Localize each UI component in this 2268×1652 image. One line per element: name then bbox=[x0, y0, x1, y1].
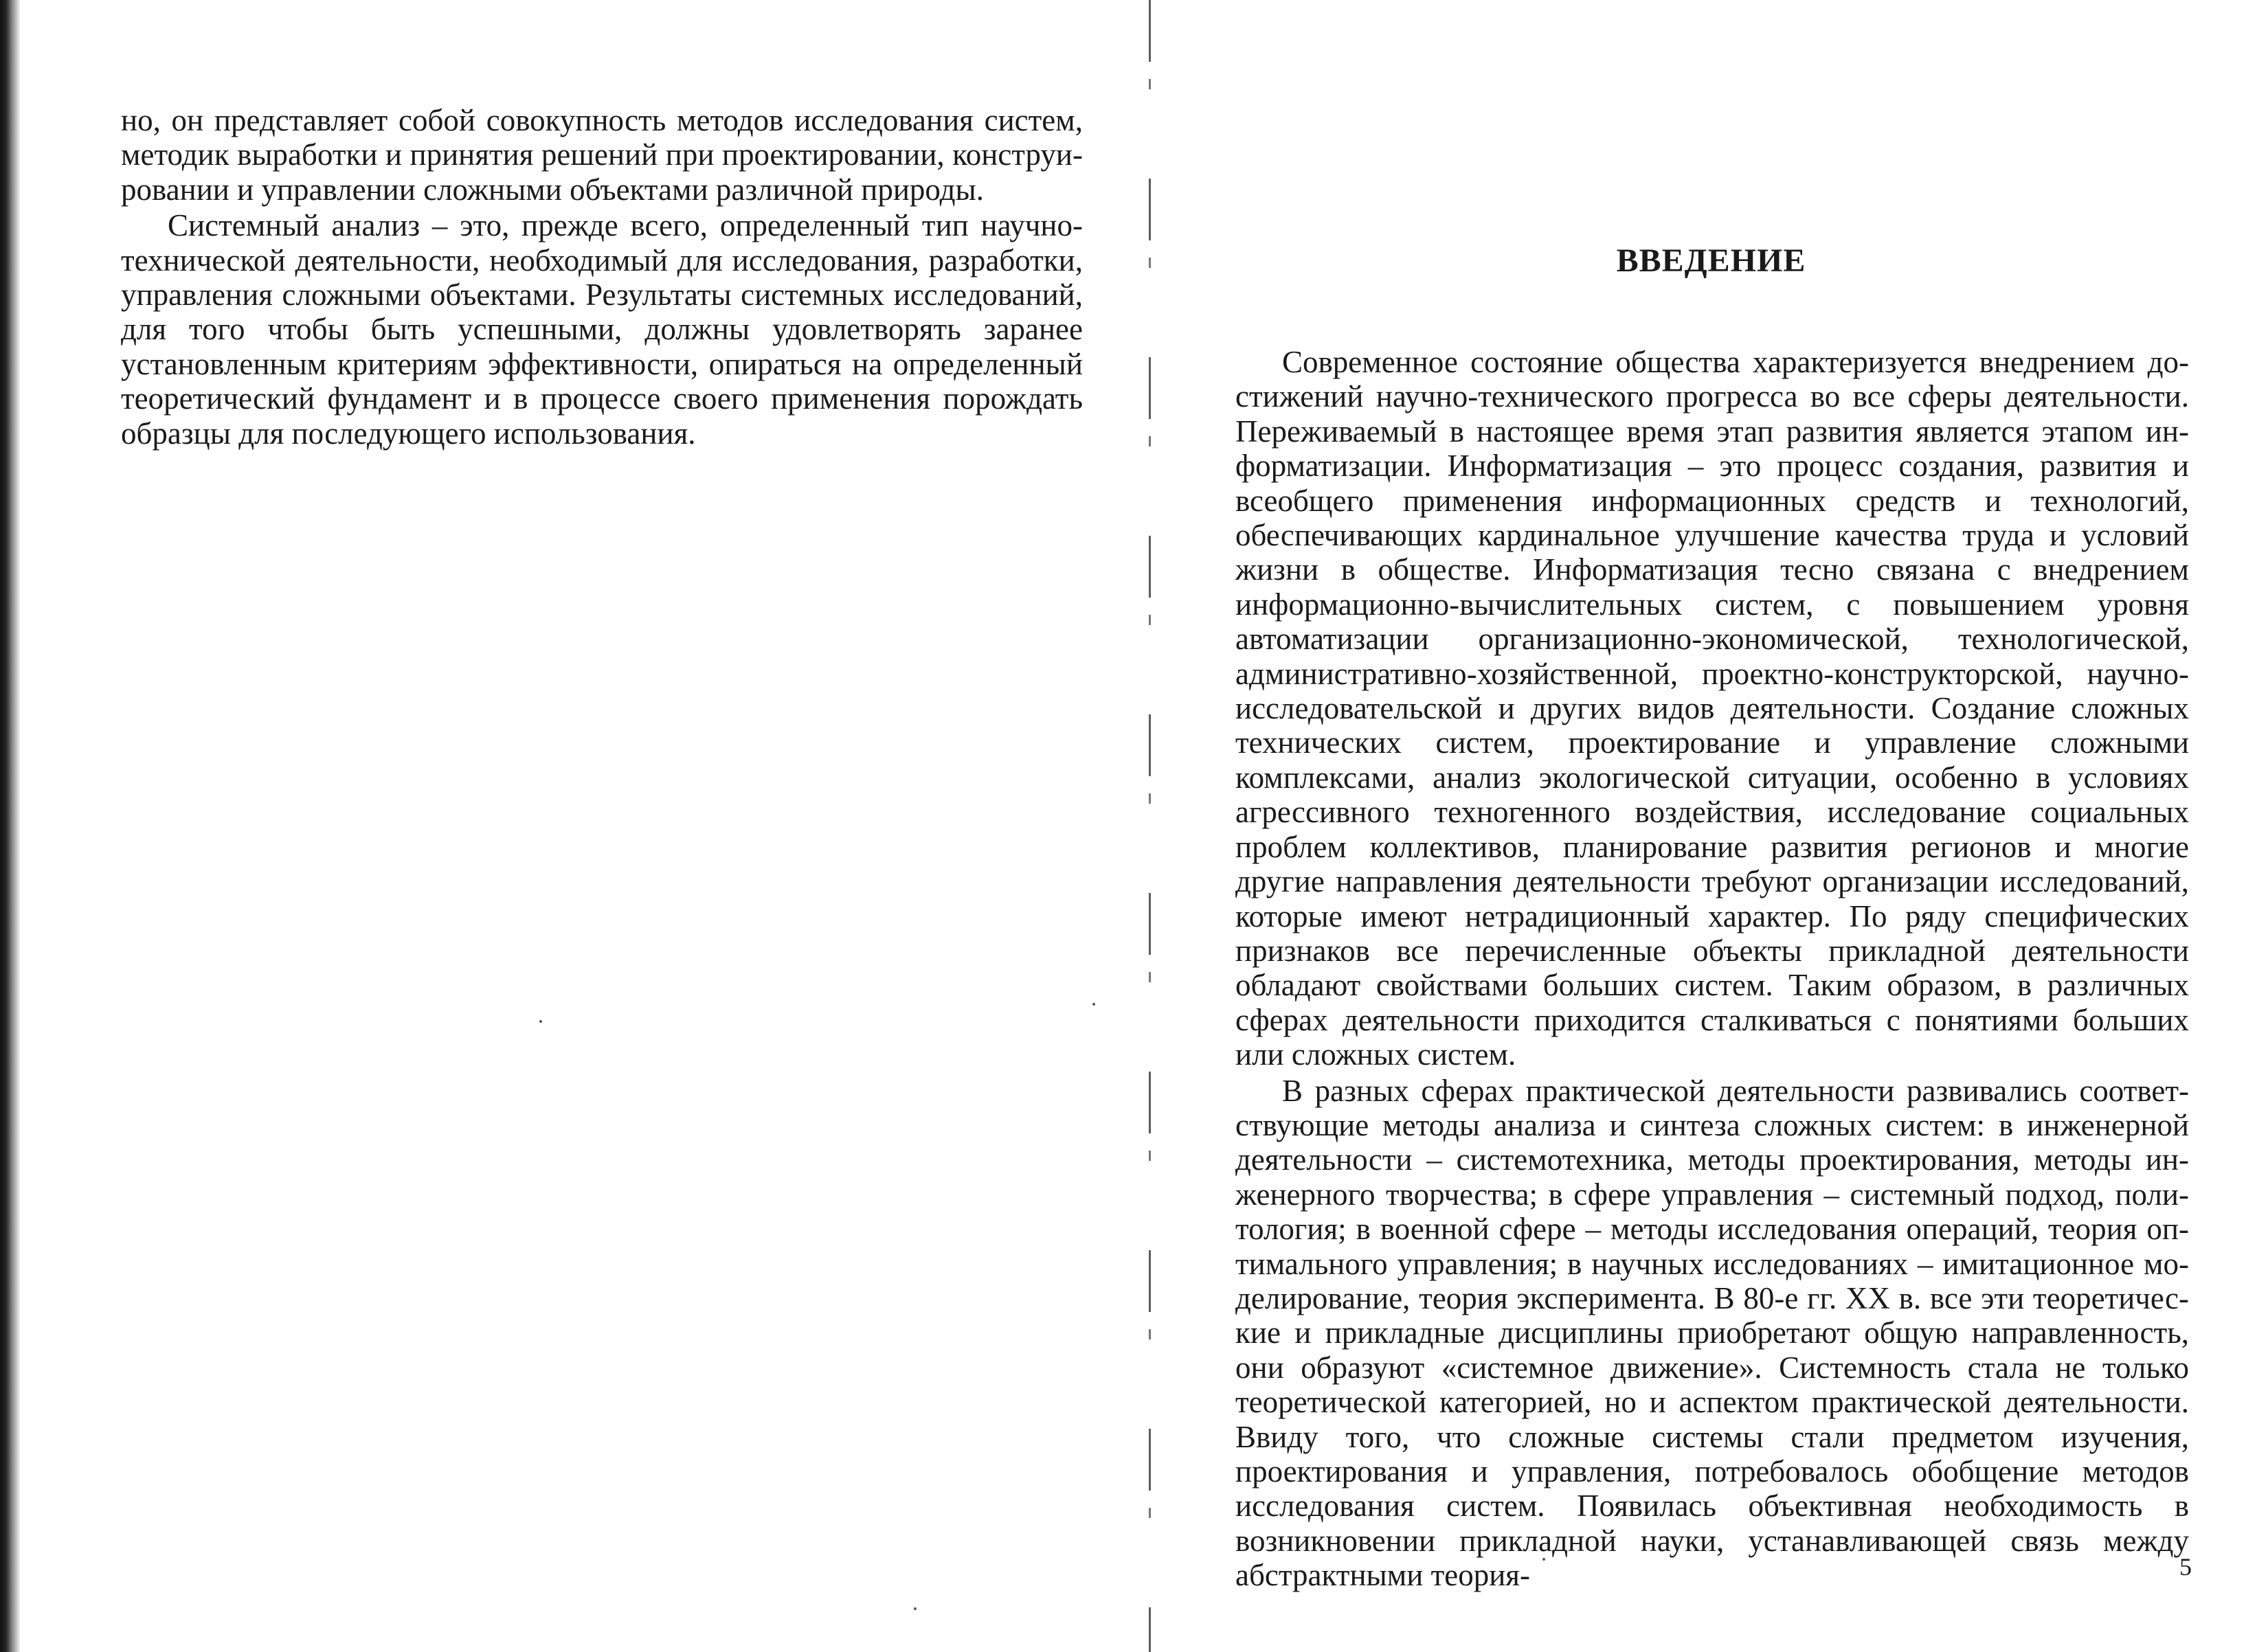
page-number: 5 bbox=[2179, 1553, 2192, 1581]
scan-speck bbox=[1542, 1558, 1545, 1561]
chapter-heading: ВВЕДЕНИЕ bbox=[1616, 242, 1806, 279]
scan-speck bbox=[539, 1020, 542, 1023]
right-paragraph-2: В разных сферах практической деятельности развивались соответствующие методы анализа и синтеза сложных систем: в инженерной деятельности – системотехника, методы проектирования, методы инженерного творчества; в сфере управления – системный подход, политология; в военной сфере – методы исследования операций, теория оптимального управления; в научных исследованиях – имитационное моделирование, теория эксперимента. В 80-е гг. XX в. все эти теоретические и прикладные дисциплины приобретают общую направленность, они образуют «системное движение». Системность стала не только теоретической категорией, но и аспектом практической деятельности. Ввиду того, что сложные системы стали предметом изучения, проектирования и управления, потребовалось обобщение методов исследования систем. Появилась объективная необходимость в возникновении прикладной науки, устанавливающей связь между абстрактными теория- bbox=[1235, 1073, 2189, 1593]
left-page-body bbox=[121, 103, 1083, 451]
right-paragraph-1: Современное состояние общества характеризуется внедрением достижений научно-технического прогресса во все сферы деятельности. Переживаемый в настоящее время этап развития является этапом информатизации. Информатизация – это процесс создания, развития и всеобщего применения информационных средств и технологий, обеспечивающих кардинальное улучшение качества труда и условий жизни в обществе. Информатизация тесно связана с внедрением информационно-вычислительных систем, с повышением уровня автоматизации организационно-экономической, технологической, административно-хозяйственной, проектно-конструкторской, научно-исследовательской и других видов деятельности. Создание сложных технических систем, проектирование и управление сложными комплексами, анализ экологической ситуации, особенно в условиях агрессивного техногенного воздействия, исследование социальных проблем коллективов, планирование развития регионов и многие другие направления деятельности требуют организации исследований, которые имеют нетрадиционный характер. По ряду специфических признаков все перечисленные объекты прикладной деятельности обладают свойствами больших систем. Таким образом, в различных сферах деятельности приходится сталкиваться с понятиями больших или сложных систем. bbox=[1235, 345, 2189, 1072]
left-paragraph-1: но, он представляет собой совокупность методов исследования систем, методик выработки и принятия решений при проектировании, конструировании и управлении сложными объектами различной природы. bbox=[121, 103, 1083, 207]
page-gutter bbox=[1149, 0, 1151, 1652]
right-page bbox=[1154, 0, 2268, 1652]
right-page-body bbox=[1235, 345, 2189, 1593]
scan-speck bbox=[1092, 1003, 1095, 1006]
left-paragraph-2: Системный анализ – это, прежде всего, определенный тип научно-технической деятельности, необходимый для исследования, разработки, управления сложными объектами. Результаты системных исследований, для того чтобы быть успешными, должны удовлетворять заранее установленным критериям эффективности, опираться на определенный теоретический фундамент и в процессе своего применения порождать образцы для последующего использования. bbox=[121, 208, 1083, 451]
scan-speck bbox=[914, 1607, 917, 1610]
